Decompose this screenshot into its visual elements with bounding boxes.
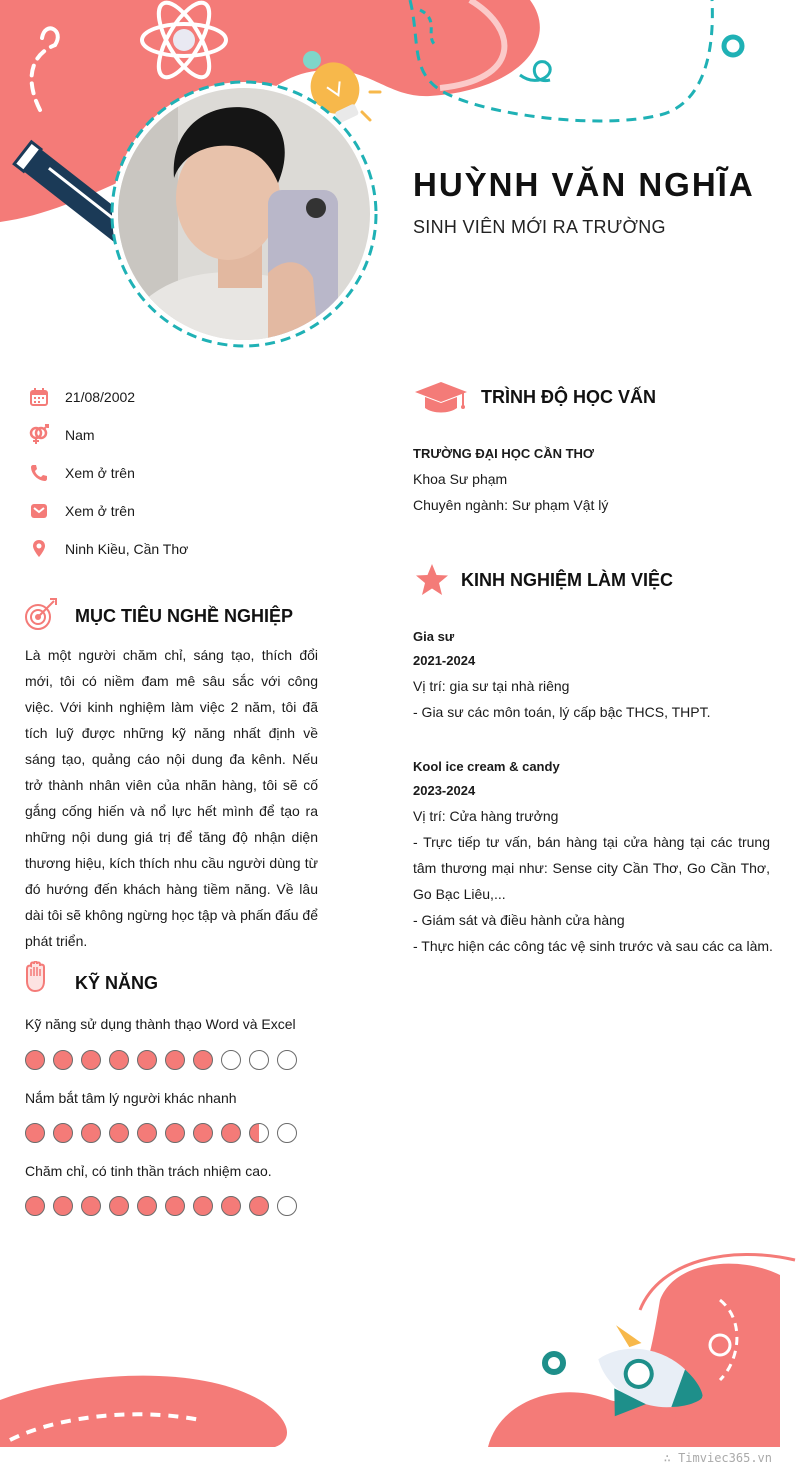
rating-dot [165, 1050, 185, 1070]
gender-icon [28, 424, 50, 446]
candidate-role: SINH VIÊN MỚI RA TRƯỜNG [413, 217, 666, 237]
calendar-icon [28, 386, 50, 408]
rating-dot [109, 1050, 129, 1070]
phone-value: Xem ở trên [65, 465, 135, 481]
rating-dot [249, 1123, 269, 1143]
info-email [28, 499, 135, 523]
skill-label-3: Chăm chỉ, có tinh thần trách nhiệm cao. [25, 1163, 272, 1179]
rating-dot [165, 1196, 185, 1216]
rating-dot [81, 1196, 101, 1216]
email-icon [28, 500, 50, 522]
skill-rating-1 [25, 1050, 305, 1072]
education-title: TRÌNH ĐỘ HỌC VẤN [481, 387, 656, 407]
rating-dot [109, 1123, 129, 1143]
rating-dot [249, 1050, 269, 1070]
location-value: Ninh Kiều, Cần Thơ [65, 541, 189, 557]
profile-photo [118, 88, 370, 340]
skill-label-1: Kỹ năng sử dụng thành thạo Word và Excel [25, 1016, 296, 1032]
rating-dot [193, 1050, 213, 1070]
bottom-teal-ring [545, 1354, 563, 1372]
graduation-cap-icon [413, 380, 469, 421]
rating-dot [81, 1123, 101, 1143]
gender-value: Nam [65, 427, 95, 443]
location-icon [28, 538, 50, 560]
job2-period: 2023-2024 [413, 783, 476, 798]
rating-dot [277, 1196, 297, 1216]
birthdate-value: 21/08/2002 [65, 389, 136, 405]
lightbulb-ray-2 [362, 112, 370, 120]
phone-icon [28, 462, 50, 484]
job1-company: Gia sư [413, 629, 455, 644]
education-major: Chuyên ngành: Sư phạm Vật lý [413, 497, 609, 513]
rating-dot [193, 1196, 213, 1216]
job2-detail-1: - Trực tiếp tư vấn, bán hàng tại cửa hàng tại các trung tâm thương mại như: Sense city Cần Thơ, Go Cần Thơ, Go Bạc Liêu,... [413, 834, 770, 902]
rating-dot [249, 1196, 269, 1216]
job2-position: Vị trí: Cửa hàng trưởng [413, 808, 559, 824]
job1-position: Vị trí: gia sư tại nhà riêng [413, 678, 570, 694]
candidate-name: HUỲNH VĂN NGHĨA [413, 166, 755, 203]
objective-text: Là một người chăm chỉ, sáng tạo, thích đổi mới, tôi có niềm đam mê sâu sắc với công việc. Với kinh nghiệm làm việc 2 năm, tôi đã tích luỹ được những kỹ năng nhất định về sáng tạo, quảng cáo nội dung đa kênh. Nếu trở thành nhân viên của nhãn hàng, tôi sẽ cố gắng cống hiến và nổ lực hết mình để tạo ra những nội dung giá trị để tăng độ nhận diện thương hiệu, kích thích nhu cầu người dùng từ đó hướng đến khách hàng tiềm năng. Về lâu dài tôi sẽ không ngừng học tập và phấn đấu để phát triển. [25, 647, 318, 949]
rating-dot [221, 1196, 241, 1216]
lightbulb-glow [303, 51, 321, 69]
bottom-left-blob [0, 1376, 287, 1447]
star-icon [414, 563, 450, 602]
rating-dot [221, 1050, 241, 1070]
skill-rating-2 [25, 1123, 305, 1145]
rating-dot [81, 1050, 101, 1070]
rating-dot [25, 1050, 45, 1070]
job2-detail-3: - Thực hiện các công tác vệ sinh trước và sau các ca làm. [413, 938, 773, 954]
fist-icon [24, 961, 48, 998]
skill-rating-3 [25, 1196, 305, 1218]
rating-dot [53, 1123, 73, 1143]
info-birthdate [28, 385, 135, 409]
rating-dot [53, 1196, 73, 1216]
rating-dot [137, 1196, 157, 1216]
watermark: ∴ Timviec365.vn [663, 1451, 772, 1465]
education-faculty: Khoa Sư phạm [413, 471, 508, 487]
target-icon [24, 597, 58, 636]
rating-dot [25, 1196, 45, 1216]
rating-dot [137, 1123, 157, 1143]
skill-label-2: Nắm bắt tâm lý người khác nhanh [25, 1090, 237, 1106]
experience-title: KINH NGHIỆM LÀM VIỆC [461, 570, 674, 590]
email-value: Xem ở trên [65, 503, 135, 519]
job2-company: Kool ice cream & candy [413, 759, 560, 774]
job1-detail-1: - Gia sư các môn toán, lý cấp bậc THCS, THPT. [413, 704, 711, 720]
avatar [118, 88, 370, 340]
info-location [28, 537, 188, 561]
rating-dot [137, 1050, 157, 1070]
education-school: TRƯỜNG ĐẠI HỌC CẦN THƠ [413, 446, 595, 461]
info-gender [28, 423, 95, 447]
rating-dot [193, 1123, 213, 1143]
teal-loop [520, 62, 550, 81]
rating-dot [277, 1123, 297, 1143]
rating-dot [109, 1196, 129, 1216]
objective-title: MỤC TIÊU NGHỀ NGHIỆP [75, 606, 294, 626]
rating-dot [221, 1123, 241, 1143]
job1-period: 2021-2024 [413, 653, 476, 668]
rating-dot [53, 1050, 73, 1070]
rating-dot [165, 1123, 185, 1143]
rating-dot [25, 1123, 45, 1143]
info-phone [28, 461, 135, 485]
rating-dot [277, 1050, 297, 1070]
skills-title: KỸ NĂNG [75, 973, 159, 993]
job2-detail-2: - Giám sát và điều hành cửa hàng [413, 912, 625, 928]
teal-ring [724, 37, 742, 55]
